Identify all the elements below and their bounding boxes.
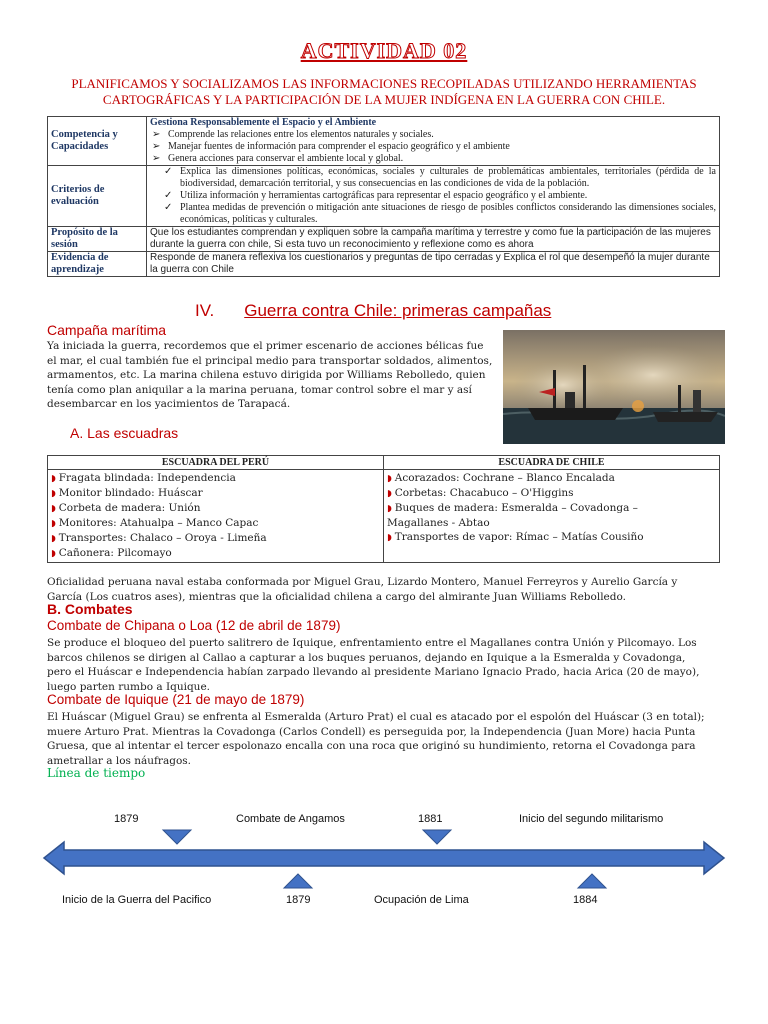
campana-maritima-heading: Campaña marítima (47, 322, 167, 338)
list-item: Magallanes - Abtao (387, 517, 490, 529)
naval-battle-painting (503, 330, 725, 444)
arrow-bullet-icon: ➢ (152, 153, 161, 164)
competencia-cell (147, 117, 720, 166)
timeline-graphic (40, 828, 730, 892)
evidencia-row (48, 252, 720, 277)
bullet-icon: ◗ (51, 504, 56, 514)
combates-heading: B. Combates (47, 601, 133, 617)
bullet-icon: ◗ (387, 533, 392, 543)
timeline-bottom-label-4: 1884 (573, 894, 598, 906)
list-item: ◗ Acorazados: Cochrane – Blanco Encalada (387, 472, 615, 484)
chile-fleet-cell (384, 470, 720, 563)
list-item: ◗ Transportes de vapor: Rímac – Matías Cousiño (387, 531, 644, 543)
bullet-icon: ◗ (387, 474, 392, 484)
escuadras-header-row (48, 456, 720, 470)
arrow-bullet-icon: ➢ (152, 129, 161, 140)
bullet-icon: ◗ (51, 489, 56, 499)
iquique-heading: Combate de Iquique (21 de mayo de 1879) (47, 692, 305, 707)
activity-subtitle (40, 76, 728, 108)
peru-fleet-cell (48, 470, 384, 563)
list-item: ◗ Corbetas: Chacabuco – O'Higgins (387, 487, 574, 499)
subtitle-line-1: PLANIFICAMOS Y SOCIALIZAMOS LAS INFORMACIONES RECOPILADAS UTILIZANDO HERRAMIENTAS (71, 76, 697, 91)
list-item: ➢ Genera acciones para conservar el ambiente local y global. (152, 153, 404, 164)
timeline-top-label-1: 1879 (114, 813, 139, 825)
chile-header: ESCUADRA DE CHILE (384, 456, 720, 470)
list-item: ◗ Corbeta de madera: Unión (51, 502, 201, 514)
timeline-top-label-3: 1881 (418, 813, 443, 825)
timeline-bottom-label-2: 1879 (286, 894, 311, 906)
section-number: IV. (195, 301, 215, 320)
bullet-icon: ◗ (51, 534, 56, 544)
up-pointer-1 (284, 874, 312, 888)
peru-header: ESCUADRA DEL PERÚ (48, 456, 384, 470)
capacidades-list (150, 129, 716, 165)
bullet-icon: ◗ (51, 519, 56, 529)
campana-maritima-text: Ya iniciada la guerra, recordemos que el primer escenario de acciones bélicas fue el mar, el cual también fue el principal medio para transportar soldados, alimentos, armamentos, etc. La marina chilena estuvo dirigida por Williams Rebolledo, quien tenía como plan aniquilar a la marina peruana, tomar control sobre el mar y así desembarcar en los yacimientos de Tarapacá. (47, 340, 493, 410)
page-title: ACTIVIDAD 02 (300, 38, 468, 63)
iquique-text: El Huáscar (Miguel Grau) se enfrenta al Esmeralda (Arturo Prat) el cual es atacado por el espolón del Huáscar (3 en total); muere Arturo Prat. Mientras la Covadonga (Carlos Condell) es perseguida por, la Independencia (Juan More) hacia Punta Gruesa, que al intentar el tercer espolonazo encalla con una roca que originó su hundimiento, retorna el Covadonga para ametrallar a los náufragos. (47, 711, 705, 767)
competencia-title: Gestiona Responsablemente el Espacio y el Ambiente (150, 117, 377, 128)
proposito-label: Propósito de la sesión (48, 227, 147, 252)
escuadras-heading: A. Las escuadras (70, 425, 179, 441)
oficialidad-text: Oficialidad peruana naval estaba conformada por Miguel Grau, Lizardo Montero, Manuel Ferreyros y Aurelio García y García (Los cuatros ases), mientras que la oficialidad chilena a cargo del almirante Juan Williams Rebolledo. (47, 576, 678, 603)
timeline-heading: Línea de tiempo (47, 766, 146, 780)
evidencia-text: Responde de manera reflexiva los cuestionarios y preguntas de tipo cerradas y Explica el rol que desempeñó la mujer durante la guerra con Chile (147, 252, 720, 277)
list-item: ✓ Explica las dimensiones políticas, económicas, sociales y culturales de problemáticas ambientales, territoriales (pérdida de la biodiversidad, demarcación territorial, y sus consecuencias en las condiciones de vida de la población. (164, 166, 716, 189)
criterios-label: Criterios de evaluación (48, 166, 147, 227)
down-pointer-2 (423, 830, 451, 844)
evidencia-label: Evidencia de aprendizaje (48, 252, 147, 277)
list-item: ◗ Transportes: Chalaco – Oroya - Limeña (51, 532, 267, 544)
escuadras-table (47, 455, 720, 563)
bullet-icon: ◗ (51, 549, 56, 559)
escuadras-body-row (48, 470, 720, 563)
chipana-heading: Combate de Chipana o Loa (12 de abril de 1879) (47, 618, 341, 633)
bullet-icon: ◗ (387, 504, 392, 514)
bullet-icon: ◗ (51, 474, 56, 484)
check-icon: ✓ (164, 166, 173, 177)
timeline-arrow (44, 842, 724, 874)
competencia-row (48, 117, 720, 166)
criterios-list (150, 166, 716, 226)
up-pointer-2 (578, 874, 606, 888)
competency-table (47, 116, 720, 277)
list-item: ◗ Monitor blindado: Huáscar (51, 487, 203, 499)
criterios-cell (147, 166, 720, 227)
timeline-bottom-label-1: Inicio de la Guerra del Pacifico (62, 894, 212, 906)
down-pointer-1 (163, 830, 191, 844)
subtitle-line-2: CARTOGRÁFICAS Y LA PARTICIPACIÓN DE LA MUJER INDÍGENA EN LA GUERRA CON CHILE. (102, 92, 666, 107)
section-iv-heading (195, 301, 551, 321)
list-item: ◗ Monitores: Atahualpa – Manco Capac (51, 517, 259, 529)
arrow-bullet-icon: ➢ (152, 141, 161, 152)
criterios-row (48, 166, 720, 227)
list-item: ◗ Cañonera: Pilcomayo (51, 547, 172, 559)
bullet-icon: ◗ (387, 489, 392, 499)
competencia-label: Competencia y Capacidades (48, 117, 147, 166)
list-item: ◗ Fragata blindada: Independencia (51, 472, 236, 484)
timeline-top-label-2: Combate de Angamos (236, 813, 345, 825)
list-item: ➢ Manejar fuentes de información para comprender el espacio geográfico y el ambiente (152, 141, 510, 152)
check-icon: ✓ (164, 190, 173, 201)
timeline-top-label-4: Inicio del segundo militarismo (519, 813, 664, 825)
timeline-bottom-label-3: Ocupación de Lima (374, 894, 469, 906)
naval-battle-image (503, 330, 725, 444)
proposito-text: Que los estudiantes comprendan y expliquen sobre la campaña marítima y terrestre y como fue la participación de las mujeres durante la guerra con chile, Si esta tuvo un reconocimiento y reflexione como es ahora (147, 227, 720, 252)
section-title: Guerra contra Chile: primeras campañas (244, 301, 552, 320)
check-icon: ✓ (164, 202, 173, 213)
list-item: ➢ Comprende las relaciones entre los elementos naturales y sociales. (152, 129, 434, 140)
list-item: ◗ Buques de madera: Esmeralda – Covadonga – (387, 502, 638, 514)
chipana-text: Se produce el bloqueo del puerto salitrero de Iquique, enfrentamiento entre el Magallanes contra Unión y Pilcomayo. Los barcos chilenos se dirigen al Callao a capturar a los buques peruanos, dejando en Iquique a la Esmeralda y Covadonga, pero el Huáscar e Independencia habían zarpado llevando al presidente Mariano Ignacio Prado, hacia Arica (20 de mayo), luego parten rumbo a Iquique. (47, 637, 700, 693)
list-item: ✓ Plantea medidas de prevención o mitigación ante situaciones de riesgo de posibles conflictos considerando las dimensiones sociales, económicas, políticas y culturales. (164, 202, 716, 225)
list-item: ✓ Utiliza información y herramientas cartográficas para representar el espacio geográfico y el ambiente. (164, 190, 588, 201)
proposito-row (48, 227, 720, 252)
